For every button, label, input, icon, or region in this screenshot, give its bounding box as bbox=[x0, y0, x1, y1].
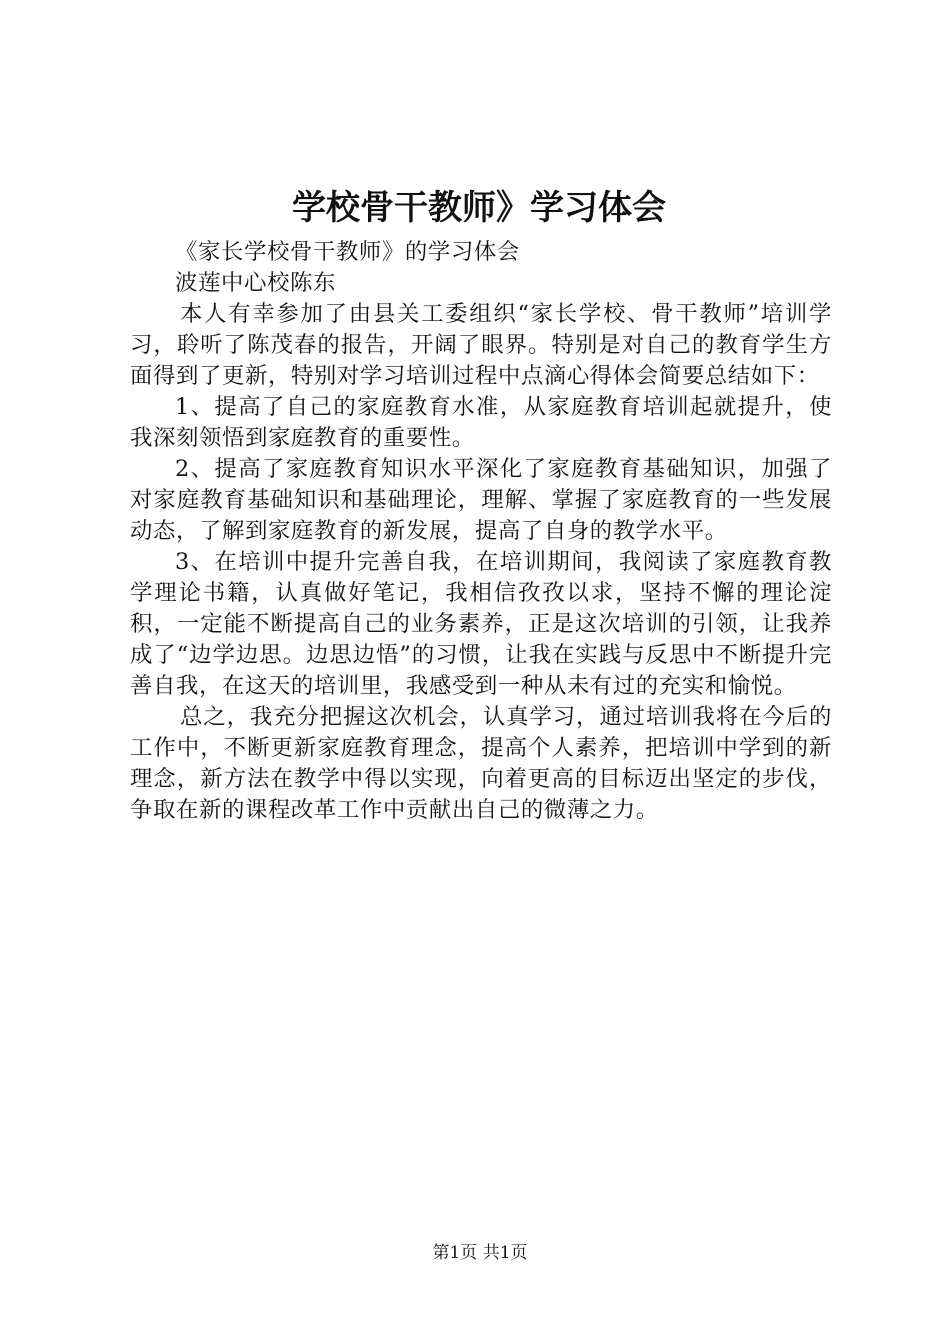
document-title: 学校骨干教师》学习体会 bbox=[292, 188, 666, 228]
conclusion-paragraph: 总之，我充分把握这次机会，认真学习，通过培训我将在今后的工作中，不断更新家庭教育理念，提高个人素养，把培训中学到的新理念，新方法在教学中得以实现，向着更高的目标迈出坚定的步伐，争取在新的课程改革工作中贡献出自己的微薄之力。 bbox=[130, 704, 832, 823]
point-3-paragraph: 3、在培训中提升完善自我，在培训期间，我阅读了家庭教育教学理论书籍，认真做好笔记，我相信孜孜以求，坚持不懈的理论淀积，一定能不断提高自己的业务素养，正是这次培训的引领，让我养成了“边学边思。边思边悟”的习惯，让我在实践与反思中不断提升完善自我，在这天的培训里，我感受到一种从未有过的充实和愉悦。 bbox=[130, 549, 832, 699]
author-line: 波莲中心校陈东 bbox=[175, 270, 336, 296]
intro-paragraph: 本人有幸参加了由县关工委组织“家长学校、骨干教师”培训学习，聆听了陈茂春的报告，开阔了眼界。特别是对自己的教育学生方面得到了更新，特别对学习培训过程中点滴心得体会简要总结如下： bbox=[130, 301, 832, 389]
point-1-paragraph: 1、提高了自己的家庭教育水准，从家庭教育培训起就提升，使我深刻领悟到家庭教育的重要性。 bbox=[130, 394, 832, 451]
subtitle-paragraph: 《家长学校骨干教师》的学习体会 bbox=[175, 239, 520, 265]
point-2-paragraph: 2、提高了家庭教育知识水平深化了家庭教育基础知识，加强了对家庭教育基础知识和基础理论，理解、掌握了家庭教育的一些发展动态，了解到家庭教育的新发展，提高了自身的教学水平。 bbox=[130, 456, 832, 544]
page-footer: 第1页 共1页 bbox=[432, 1243, 528, 1263]
document-body bbox=[130, 237, 832, 826]
